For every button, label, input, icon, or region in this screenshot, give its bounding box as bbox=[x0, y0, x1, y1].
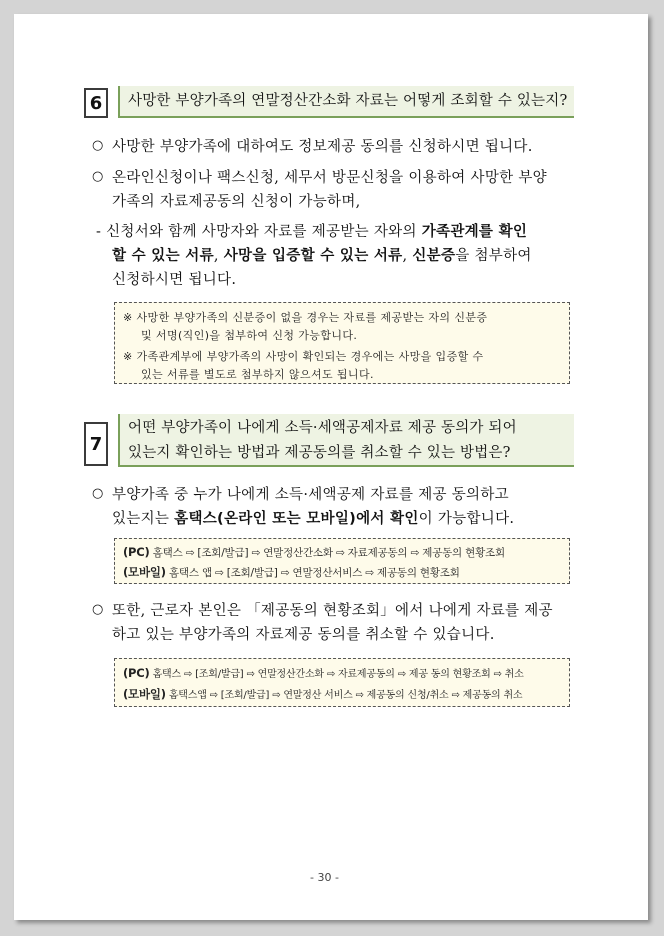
path-line-pc: (PC) 홈택스 ⇨ [조회/발급] ⇨ 연말정산간소화 ⇨ 자료제공동의 ⇨ 제공동의 현황조회 bbox=[123, 545, 505, 559]
q6-dash-line-2: 할 수 있는 서류, 사망을 입증할 수 있는 서류, 신분증을 첨부하여 bbox=[112, 248, 532, 264]
note-line: ※ 사망한 부양가족의 신분증이 없을 경우는 자료를 제공받는 자의 신분증 bbox=[123, 311, 488, 324]
question-6-title bbox=[118, 86, 574, 118]
question-6-title-text: 사망한 부양가족의 연말정산간소화 자료는 어떻게 조회할 수 있는지? bbox=[128, 93, 568, 109]
bullet-icon: ○ bbox=[92, 138, 104, 153]
q6-note-box bbox=[114, 302, 570, 384]
bullet-icon: ○ bbox=[92, 486, 104, 501]
q6-bullet-2-line-1: 온라인신청이나 팩스신청, 세무서 방문신청을 이용하여 사망한 부양 bbox=[112, 170, 547, 186]
bullet-icon: ○ bbox=[92, 602, 104, 617]
q7-bullet-1-line-1: 부양가족 중 누가 나에게 소득·세액공제 자료를 제공 동의하고 bbox=[112, 487, 509, 503]
q6-dash-line-1: - 신청서와 함께 사망자와 자료를 제공받는 자와의 가족관계를 확인 bbox=[96, 224, 528, 240]
question-7-number: 7 bbox=[84, 422, 108, 466]
q6-dash-line-3: 신청하시면 됩니다. bbox=[112, 272, 237, 288]
q7-bullet-2-line-2: 하고 있는 부양가족의 자료제공 동의를 취소할 수 있습니다. bbox=[112, 627, 495, 643]
q6-bullet-1: 사망한 부양가족에 대하여도 정보제공 동의를 신청하시면 됩니다. bbox=[112, 139, 533, 155]
path-line-pc: (PC) 홈택스 ⇨ [조회/발급] ⇨ 연말정산간소화 ⇨ 자료제공동의 ⇨ 제공 동의 현황조회 ⇨ 취소 bbox=[123, 666, 524, 680]
page-number: - 30 - bbox=[310, 871, 339, 884]
q7-path-box-2 bbox=[114, 658, 570, 707]
question-7-title-line-2: 있는지 확인하는 방법과 제공동의를 취소할 수 있는 방법은? bbox=[128, 445, 511, 461]
question-7-title-line-1: 어떤 부양가족이 나에게 소득·세액공제자료 제공 동의가 되어 bbox=[128, 420, 517, 436]
note-line: ※ 가족관계부에 부양가족의 사망이 확인되는 경우에는 사망을 입증할 수 bbox=[123, 350, 484, 363]
q7-path-box-1 bbox=[114, 538, 570, 584]
q6-bullet-2-line-2: 가족의 자료제공동의 신청이 가능하며, bbox=[112, 194, 361, 210]
document-page bbox=[14, 14, 648, 920]
path-line-mobile: (모바일) 홈택스 앱 ⇨ [조회/발급] ⇨ 연말정산서비스 ⇨ 제공동의 현황조회 bbox=[123, 565, 460, 579]
note-line: 및 서명(직인)을 첨부하여 신청 가능합니다. bbox=[141, 329, 358, 342]
question-7-title bbox=[118, 414, 574, 467]
bullet-icon: ○ bbox=[92, 169, 104, 184]
question-6-number: 6 bbox=[84, 88, 108, 118]
q7-bullet-1-line-2: 있는지는 홈택스(온라인 또는 모바일)에서 확인이 가능합니다. bbox=[112, 511, 515, 527]
q7-bullet-2-line-1: 또한, 근로자 본인은 「제공동의 현황조회」에서 나에게 자료를 제공 bbox=[112, 603, 553, 619]
path-line-mobile: (모바일) 홈택스앱 ⇨ [조회/발급] ⇨ 연말정산 서비스 ⇨ 제공동의 신청/취소 ⇨ 제공동의 취소 bbox=[123, 687, 523, 701]
note-line: 있는 서류를 별도로 첨부하지 않으셔도 됩니다. bbox=[141, 368, 374, 381]
